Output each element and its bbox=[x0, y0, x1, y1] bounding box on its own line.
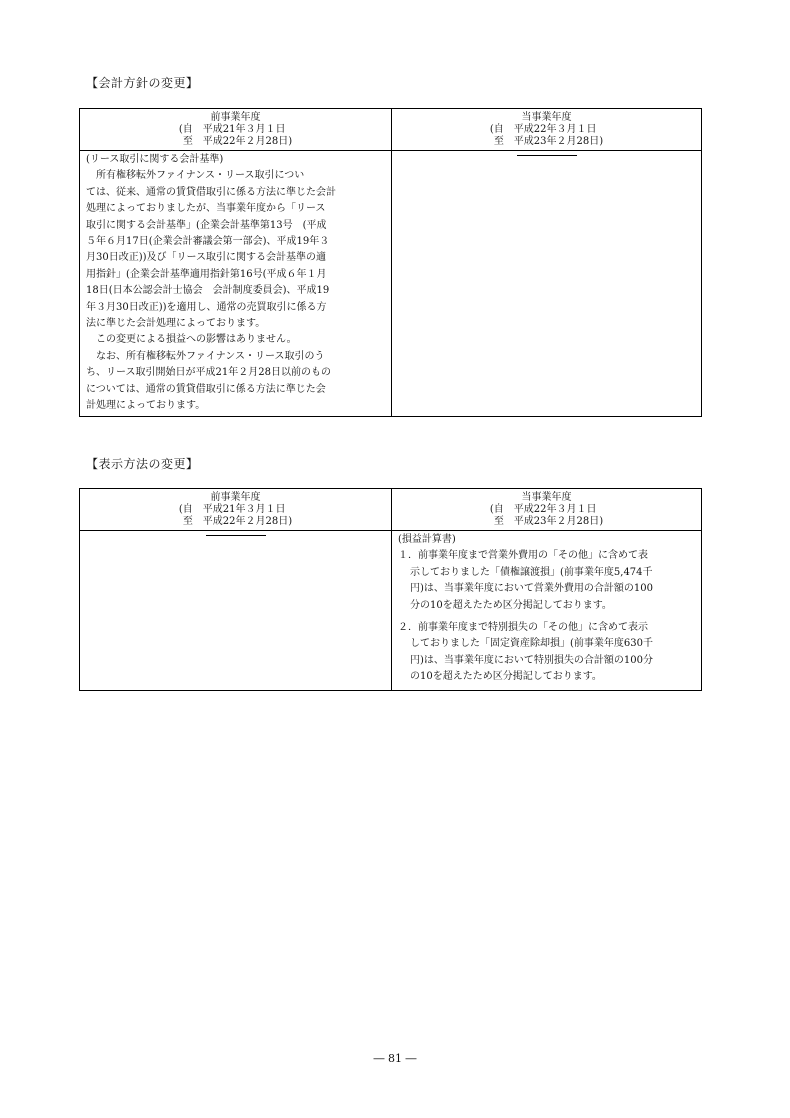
prev-year-cell bbox=[80, 151, 392, 416]
period-from: (自 平成21年３月１日 bbox=[178, 504, 286, 515]
text-line: なお、所有権移転外ファイナンス・リース取引のう bbox=[96, 350, 325, 362]
text-line: 円)は、当事業年度において営業外費用の合計額の100 bbox=[410, 583, 653, 595]
header-prev-year bbox=[80, 109, 392, 150]
header-title: 前事業年度 bbox=[210, 112, 261, 123]
no-entry-dash bbox=[517, 155, 577, 156]
text-line: 用指針」(企業会計基準適用指針第16号(平成６年１月 bbox=[86, 268, 327, 280]
curr-year-cell bbox=[392, 531, 701, 690]
text-line: この変更による損益への影響はありません。 bbox=[96, 334, 297, 346]
header-prev-year bbox=[80, 489, 392, 530]
prev-year-cell bbox=[80, 531, 392, 690]
period-from: (自 平成22年３月１日 bbox=[489, 504, 597, 515]
section-heading-accounting-policy-change: 【会計方針の変更】 bbox=[86, 76, 199, 90]
text-line: 18日(日本公認会計士協会 会計制度委員会)、平成19 bbox=[86, 285, 330, 297]
page-number: ― 81 ― bbox=[373, 1052, 417, 1065]
text-line: しておりました「固定資産除却損」(前事業年度630千 bbox=[410, 638, 653, 650]
text-line: ち、リース取引開始日が平成21年２月28日以前のもの bbox=[86, 367, 331, 379]
text-line: 円)は、当事業年度において特別損失の合計額の100分 bbox=[410, 654, 653, 666]
table-body-row bbox=[80, 531, 701, 690]
text-line: 計処理によっております。 bbox=[86, 400, 206, 412]
header-period bbox=[490, 124, 603, 148]
period-from: (自 平成21年３月１日 bbox=[178, 124, 286, 135]
text-line: ２．前事業年度まで特別損失の「その他」に含めて表示 bbox=[398, 622, 648, 634]
table-body-row bbox=[80, 151, 701, 416]
period-to: 至 平成23年２月28日) bbox=[493, 516, 604, 527]
no-entry-dash bbox=[206, 535, 266, 536]
period-from: (自 平成22年３月１日 bbox=[489, 124, 597, 135]
section-heading-presentation-change: 【表示方法の変更】 bbox=[86, 457, 199, 471]
table-header-row bbox=[80, 489, 701, 531]
text-line: 月30日改正))及び「リース取引に関する会計基準の適 bbox=[86, 252, 327, 264]
accounting-policy-change-table bbox=[79, 108, 702, 417]
header-curr-year bbox=[392, 489, 701, 530]
presentation-change-table bbox=[79, 488, 702, 691]
period-to: 至 平成22年２月28日) bbox=[182, 136, 293, 147]
subsection-title: (損益計算書) bbox=[398, 534, 456, 545]
text-line: の10を超えたため区分掲記しております。 bbox=[410, 671, 602, 683]
text-line: については、通常の賃貸借取引に係る方法に準じた会 bbox=[86, 383, 326, 395]
header-curr-year bbox=[392, 109, 701, 150]
header-period bbox=[179, 124, 292, 148]
header-title: 前事業年度 bbox=[210, 492, 261, 503]
period-to: 至 平成22年２月28日) bbox=[182, 516, 293, 527]
text-line: ５年６月17日(企業会計審議会第一部会)、平成19年３ bbox=[86, 236, 330, 248]
text-line: ては、従来、通常の賃貸借取引に係る方法に準じた会計 bbox=[86, 186, 336, 198]
text-line: 年３月30日改正))を適用し、通常の売買取引に係る方 bbox=[86, 301, 327, 313]
header-period bbox=[179, 504, 292, 528]
text-line: 取引に関する会計基準」(企業会計基準第13号 (平成 bbox=[86, 219, 327, 231]
header-title: 当事業年度 bbox=[521, 492, 572, 503]
text-line: 所有権移転外ファイナンス・リース取引につい bbox=[96, 170, 305, 182]
table-header-row bbox=[80, 109, 701, 151]
text-line: 分の10を超えたため区分掲記しております。 bbox=[410, 599, 612, 611]
text-line: 処理によっておりましたが、当事業年度から「リース bbox=[86, 203, 326, 215]
text-line: 法に準じた会計処理によっております。 bbox=[86, 318, 266, 330]
curr-year-cell bbox=[392, 151, 701, 416]
header-period bbox=[490, 504, 603, 528]
subsection-title: (リース取引に関する会計基準) bbox=[86, 154, 224, 165]
header-title: 当事業年度 bbox=[521, 112, 572, 123]
period-to: 至 平成23年２月28日) bbox=[493, 136, 604, 147]
text-line: １．前事業年度まで営業外費用の「その他」に含めて表 bbox=[398, 550, 648, 562]
text-line: 示しておりました「債権譲渡損」(前事業年度5,474千 bbox=[410, 566, 653, 578]
